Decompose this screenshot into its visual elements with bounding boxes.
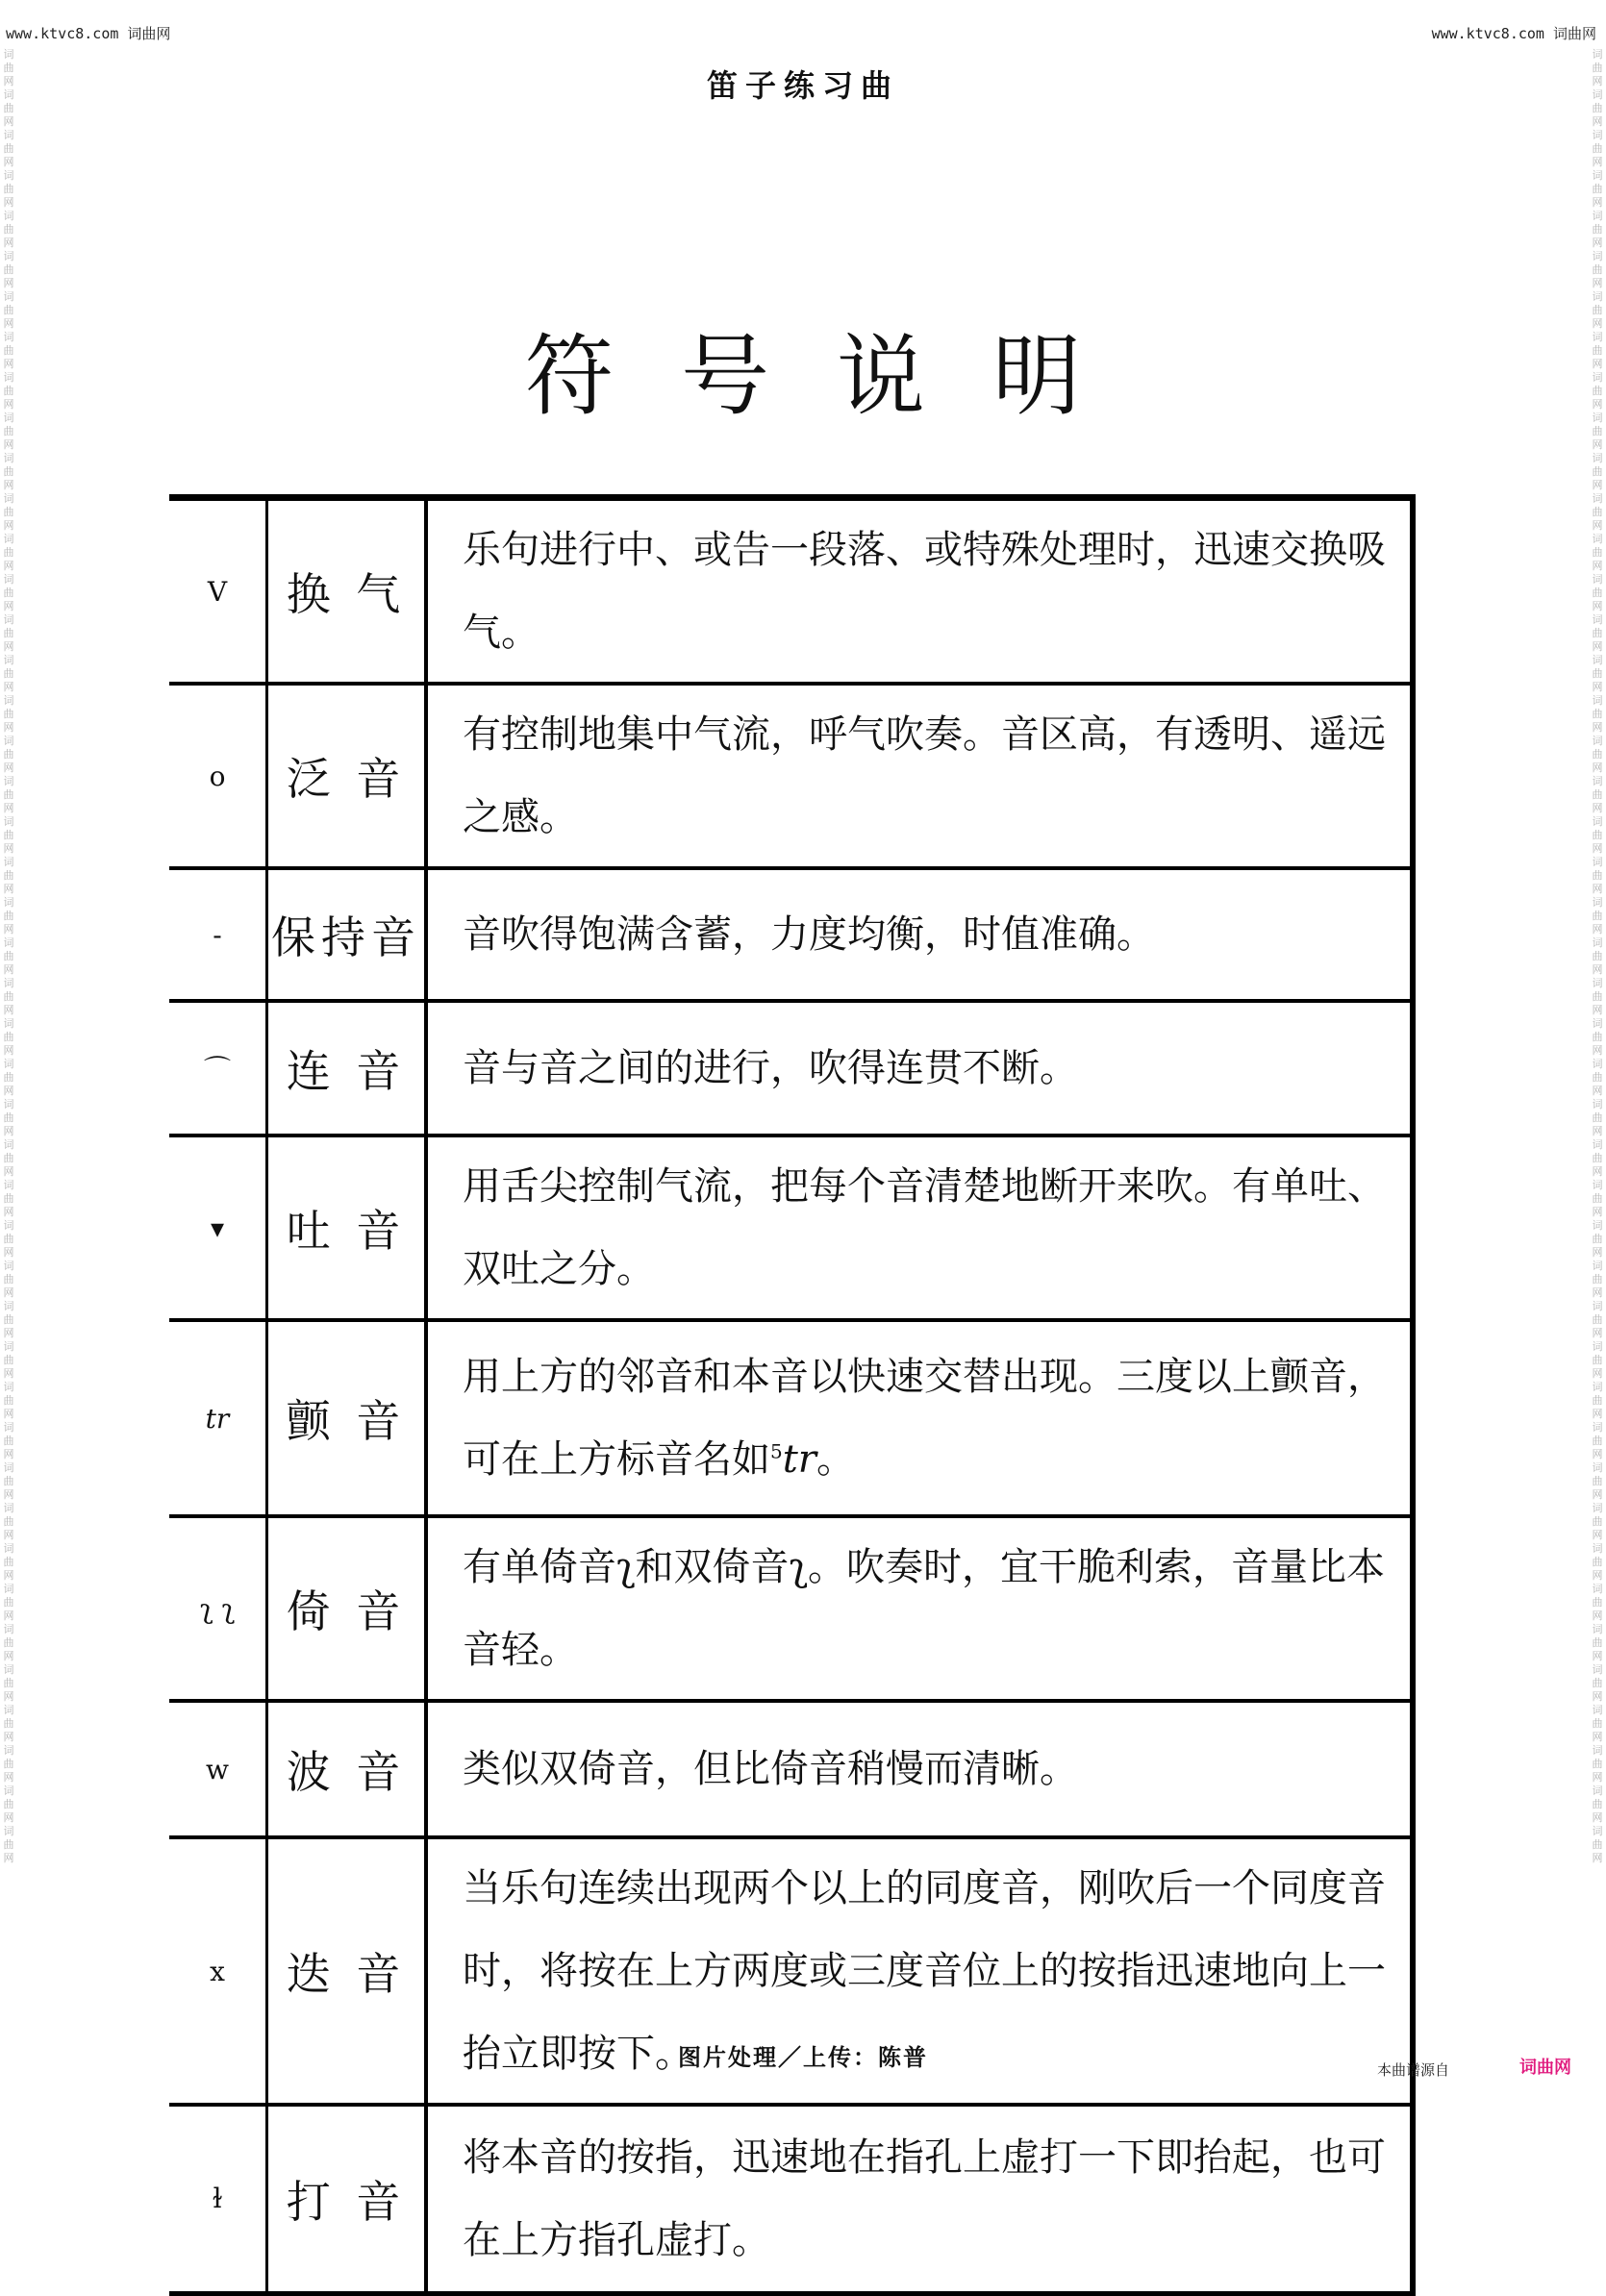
staccato-symbol: ▾: [169, 1136, 267, 1320]
table-row: [169, 2105, 1413, 2293]
symbol-description: 乐句进行中、或告一段落、或特殊处理时，迅速交换吸气。: [426, 498, 1413, 685]
table-row: [169, 1136, 1413, 1320]
tap-note-symbol: ɫ: [169, 2105, 267, 2293]
book-title: 笛子练习曲: [706, 67, 899, 104]
symbol-name: 波 音: [267, 1701, 427, 1837]
trill-symbol: tr: [169, 1320, 267, 1516]
symbol-name: 保持音: [267, 868, 427, 1001]
table-row: [169, 1516, 1413, 1701]
watermark-top-left: www.ktvc8.com 词曲网: [6, 25, 171, 42]
trill-mark: tr: [782, 1437, 816, 1482]
symbol-name: 吐 音: [267, 1136, 427, 1320]
symbol-name: 颤 音: [267, 1320, 427, 1516]
table-row: [169, 1701, 1413, 1837]
symbol-description: 用舌尖控制气流，把每个音清楚地断开来吹。有单吐、双吐之分。: [426, 1136, 1413, 1320]
upload-credit: 图片处理／上传：陈普: [678, 2044, 928, 2071]
symbol-description: [426, 1320, 1413, 1516]
tenuto-symbol: -: [169, 868, 267, 1001]
symbol-name: 迭 音: [267, 1837, 427, 2105]
watermark-side-left: 词曲网词曲网词曲网词曲网词曲网词曲网词曲网词曲网词曲网词曲网词曲网词曲网词曲网词曲网词曲网词曲网词曲网词曲网词曲网词曲网词曲网词曲网词曲网词曲网词曲网词曲网词曲网词曲网词曲网词曲网词曲网词曲网词曲网词曲网词曲网词曲网词曲网词曲网词曲网词曲网词曲网词曲网词曲网词曲网词曲网: [3, 48, 14, 1864]
trill-description-text: 用上方的邻音和本音以快速交替出现。三度以上颤音，可在上方标音名如: [463, 1355, 1386, 1482]
trill-description-end: 。: [816, 1437, 855, 1482]
symbol-name: 换 气: [267, 498, 427, 685]
site-logo: 词曲网: [1519, 2058, 1571, 2078]
mordent-symbol: w: [169, 1701, 267, 1837]
symbol-name: 泛 音: [267, 684, 427, 868]
table-row: [169, 684, 1413, 868]
symbol-description: 当乐句连续出现两个以上的同度音，刚吹后一个同度音时，将按在上方两度或三度音位上的按指迅速地向上一抬立即按下。: [426, 1837, 1413, 2105]
symbol-table: [169, 494, 1416, 2296]
symbol-name: 连 音: [267, 1001, 427, 1136]
slur-symbol: ⌒: [169, 1001, 267, 1136]
watermark-side-right: 词曲网词曲网词曲网词曲网词曲网词曲网词曲网词曲网词曲网词曲网词曲网词曲网词曲网词曲网词曲网词曲网词曲网词曲网词曲网词曲网词曲网词曲网词曲网词曲网词曲网词曲网词曲网词曲网词曲网词曲网词曲网词曲网词曲网词曲网词曲网词曲网词曲网词曲网词曲网词曲网词曲网词曲网词曲网词曲网词曲网: [1592, 48, 1603, 1864]
symbol-description: 音吹得饱满含蓄，力度均衡，时值准确。: [426, 868, 1413, 1001]
breath-mark-symbol: V: [169, 498, 267, 685]
table-row: [169, 868, 1413, 1001]
table-row: [169, 498, 1413, 685]
table-row: [169, 1001, 1413, 1136]
harmonic-symbol: o: [169, 684, 267, 868]
table-row: [169, 1320, 1413, 1516]
symbol-name: 倚 音: [267, 1516, 427, 1701]
source-note: 本曲谱源自: [1377, 2061, 1450, 2079]
symbol-description: 将本音的按指，迅速地在指孔上虚打一下即抬起，也可在上方指孔虚打。: [426, 2105, 1413, 2293]
grace-note-symbol: ʅ ʅ: [169, 1516, 267, 1701]
repeated-note-symbol: x: [169, 1837, 267, 2105]
watermark-top-right: www.ktvc8.com 词曲网: [1431, 25, 1596, 42]
symbol-description: 音与音之间的进行，吹得连贯不断。: [426, 1001, 1413, 1136]
symbol-description: 有控制地集中气流，呼气吹奏。音区高，有透明、遥远之感。: [426, 684, 1413, 868]
symbol-description: 类似双倚音，但比倚音稍慢而清晰。: [426, 1701, 1413, 1837]
symbol-name: 打 音: [267, 2105, 427, 2293]
page-heading: 符号说明: [524, 325, 1148, 428]
symbol-description: 有单倚音ʅ和双倚音ʅ。吹奏时，宜干脆利索，音量比本音轻。: [426, 1516, 1413, 1701]
trill-interval-superscript: 5: [770, 1439, 783, 1463]
